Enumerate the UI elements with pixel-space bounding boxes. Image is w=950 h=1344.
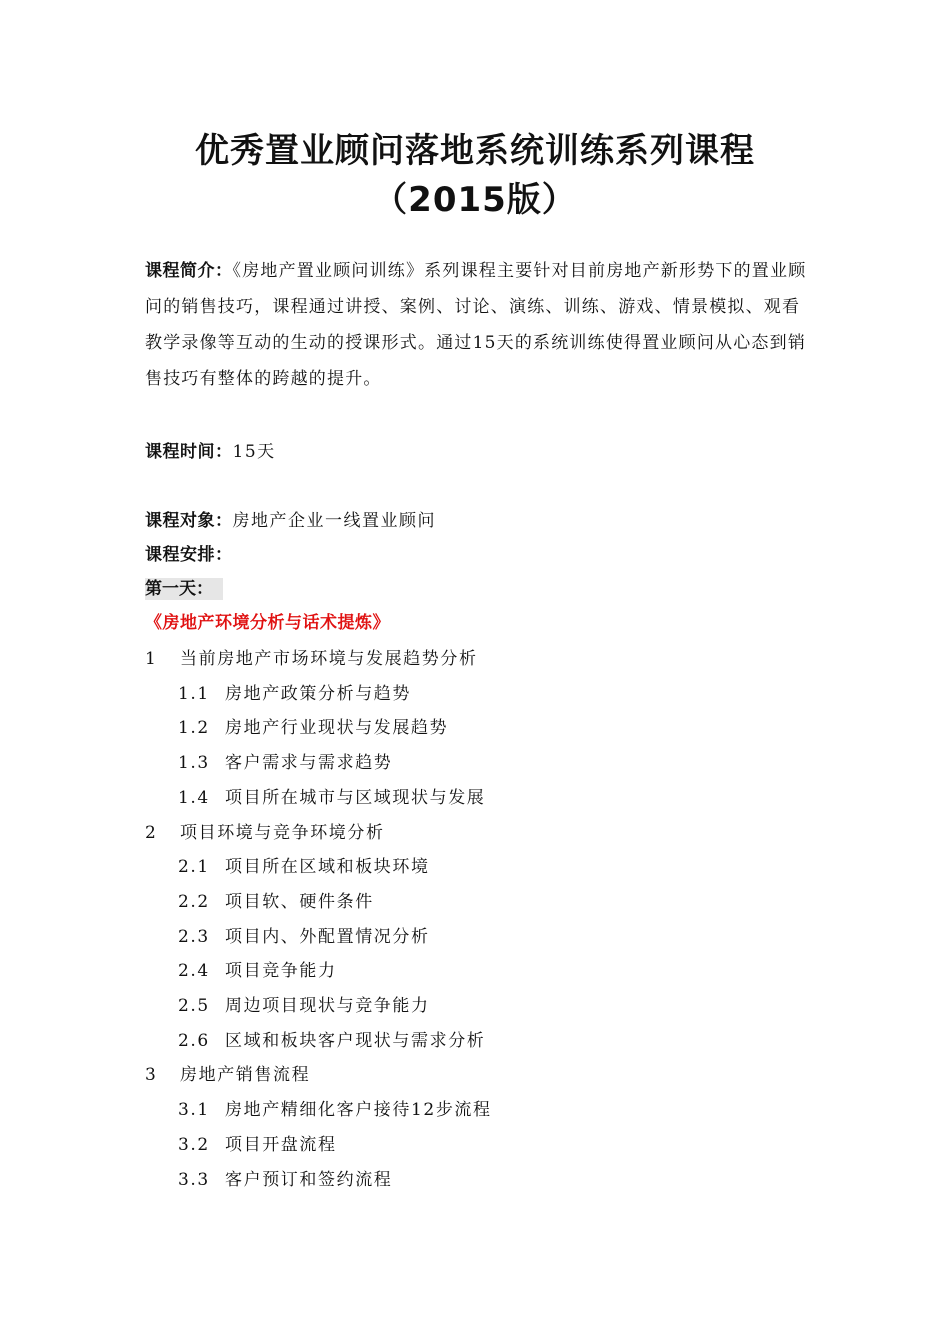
outline-subitem [178, 890, 374, 914]
outline-item-text: 区域和板块客户现状与需求分析 [225, 1031, 486, 1051]
outline-item-number: 2.2 [178, 892, 210, 912]
outline-item-text: 项目开盘流程 [225, 1135, 337, 1155]
outline-item-text: 项目环境与竞争环境分析 [180, 823, 385, 843]
outline-item-number: 2.6 [178, 1031, 210, 1051]
outline-item-number: 2.1 [178, 857, 210, 877]
outline-subitem [178, 716, 448, 740]
outline-item-text: 周边项目现状与竞争能力 [225, 996, 430, 1016]
outline-subitem [178, 1098, 492, 1122]
outline-subitem [178, 1168, 392, 1192]
outline-item-text: 客户需求与需求趋势 [225, 753, 393, 773]
outline-subitem [178, 1029, 485, 1053]
course-audience-label: 课程对象： [145, 511, 233, 531]
outline-item-text: 房地产政策分析与趋势 [225, 684, 411, 704]
outline-subitem [178, 682, 411, 706]
course-intro-text: 《房地产置业顾问训练》系列课程主要针对目前房地产新形势下的置业顾问的销售技巧，课程通过讲授、案例、讨论、演练、训练、游戏、情景模拟、观看教学录像等互动的生动的授课形式。通过15天的系统训练使得置业顾问从心态到销售技巧有整体的跨越的提升。 [145, 261, 807, 389]
outline-item-number: 3.3 [178, 1170, 210, 1190]
outline-item-number: 3.2 [178, 1135, 210, 1155]
outline-item-text: 项目所在城市与区域现状与发展 [225, 788, 486, 808]
outline-item-number: 2.5 [178, 996, 210, 1016]
course-schedule-label: 课程安排： [145, 545, 233, 565]
course-schedule [145, 543, 233, 567]
outline-item-text: 房地产行业现状与发展趋势 [225, 718, 449, 738]
outline-item-text: 房地产销售流程 [180, 1065, 311, 1085]
outline-item-number: 2.4 [178, 961, 210, 981]
module-title: 《房地产环境分析与话术提炼》 [145, 613, 390, 633]
outline-item-number: 3.1 [178, 1100, 210, 1120]
outline-item-text: 项目软、硬件条件 [225, 892, 374, 912]
outline-subitem [178, 959, 337, 983]
course-audience-value: 房地产企业一线置业顾问 [232, 511, 436, 531]
outline-item [145, 1063, 310, 1087]
outline-item-number: 2 [145, 823, 158, 843]
outline-item-text: 项目所在区域和板块环境 [225, 857, 430, 877]
outline-item-number: 1.2 [178, 718, 210, 738]
outline-item-number: 1.4 [178, 788, 210, 808]
outline-item [145, 647, 478, 671]
outline-item-text: 房地产精细化客户接待12步流程 [225, 1100, 492, 1120]
document-title-edition: （2015版） [373, 180, 577, 220]
outline-item-number: 1.3 [178, 753, 210, 773]
outline-item-text: 项目竞争能力 [225, 961, 337, 981]
course-intro [145, 253, 813, 397]
document-title: 优秀置业顾问落地系统训练系列课程 [195, 131, 755, 171]
course-audience [145, 509, 436, 533]
course-time [145, 440, 276, 464]
outline-subitem [178, 925, 430, 949]
outline-item-text: 客户预订和签约流程 [225, 1170, 393, 1190]
outline-item [145, 821, 385, 845]
course-intro-label: 课程简介： [145, 261, 233, 281]
outline-item-text: 项目内、外配置情况分析 [225, 927, 430, 947]
outline-item-text: 当前房地产市场环境与发展趋势分析 [180, 649, 478, 669]
outline-subitem [178, 994, 430, 1018]
outline-item-number: 3 [145, 1065, 158, 1085]
outline-item-number: 1 [145, 649, 158, 669]
outline-item-number: 2.3 [178, 927, 210, 947]
day-one-heading: 第一天： [145, 578, 223, 600]
outline-subitem [178, 1133, 337, 1157]
course-time-value: 15天 [232, 442, 276, 462]
outline-subitem [178, 855, 430, 879]
outline-subitem [178, 786, 485, 810]
outline-subitem [178, 751, 392, 775]
outline-item-number: 1.1 [178, 684, 210, 704]
course-time-label: 课程时间： [145, 442, 233, 462]
